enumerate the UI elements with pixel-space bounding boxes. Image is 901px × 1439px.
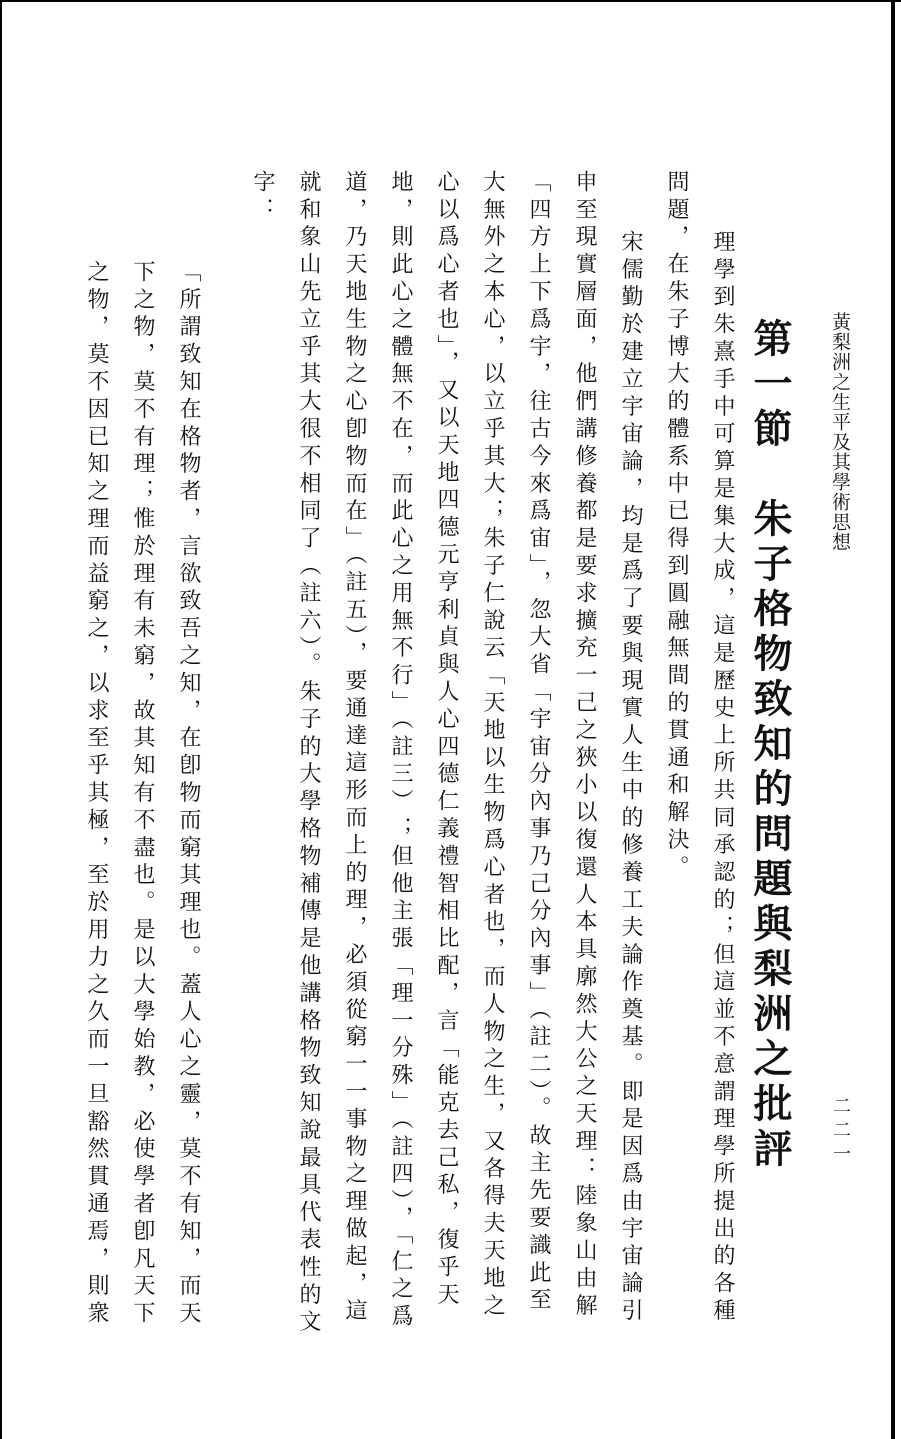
page-frame-right [891, 0, 895, 1439]
text-column: 理學到朱熹手中可算是集大成，這是歷史上所共同承認的；但這並不意謂理學所提出的各種 [710, 230, 735, 1326]
page-frame-top [0, 0, 901, 2]
text-column: 地，則此心之體無不在，而此心之用無不行」（註三）；但他主張「理一分殊」（註四），「仁之爲 [388, 170, 413, 1332]
quote-column: 之物，莫不因已知之理而益窮之，以求至乎其極，至於用力之久而一旦豁然貫通焉，則衆 [84, 260, 109, 1329]
text-column: 大無外之本心，以立乎其大；朱子仁說云「天地以生物爲心者也，而人物之生，又各得夫天地之 [480, 170, 505, 1321]
text-column: 心以爲心者也」，又以天地四德元亨利貞與人心四德仁義禮智相比配，言「能克去己私，復乎天 [434, 170, 459, 1310]
text-column: 就和象山先立乎其大很不相同了（註六）。朱子的大學格物補傳是他講格物致知說最具代表性的文 [296, 170, 321, 1338]
text-column: 申至現實層面，他們講修養都是要求擴充一己之狹小以復還人本具廓然大公之天理：陸象山由解 [572, 170, 597, 1321]
text-column: 問題，在朱子博大的體系中已得到圓融無間的貫通和解決。 [664, 170, 689, 883]
quote-column: 下之物，莫不有理；惟於理有未窮，故其知有不盡也。是以大學始教，必使學者卽凡天下 [130, 260, 155, 1329]
running-head: 黃梨洲之生平及其學術思想 [829, 312, 851, 552]
body-text [61, 170, 733, 1420]
text-column: 道，乃天地生物之心卽物而在」（註五），要通達這形而上的理，必須從窮一一事物之理做起，這 [342, 170, 367, 1327]
quote-column: 「所謂致知在格物者，言欲致吾之知，在卽物而窮其理也。蓋人心之靈，莫不有知，而天 [176, 260, 201, 1329]
text-column: 宋儒勤於建立宇宙論，均是爲了要與現實人生中的修養工夫論作奠基。即是因爲由宇宙論引 [618, 230, 643, 1326]
section-title: 第一節 朱子格物致知的問題與梨洲之批評 [747, 318, 793, 1173]
text-column: 字： [250, 170, 275, 225]
text-column: 「四方上下爲宇，往古今來爲宙」，忽大省「宇宙分內事乃己分內事」（註二）。故主先要識此至 [526, 170, 551, 1316]
page-frame-left [0, 0, 2, 1439]
page-number: 二二一 [830, 1096, 851, 1168]
